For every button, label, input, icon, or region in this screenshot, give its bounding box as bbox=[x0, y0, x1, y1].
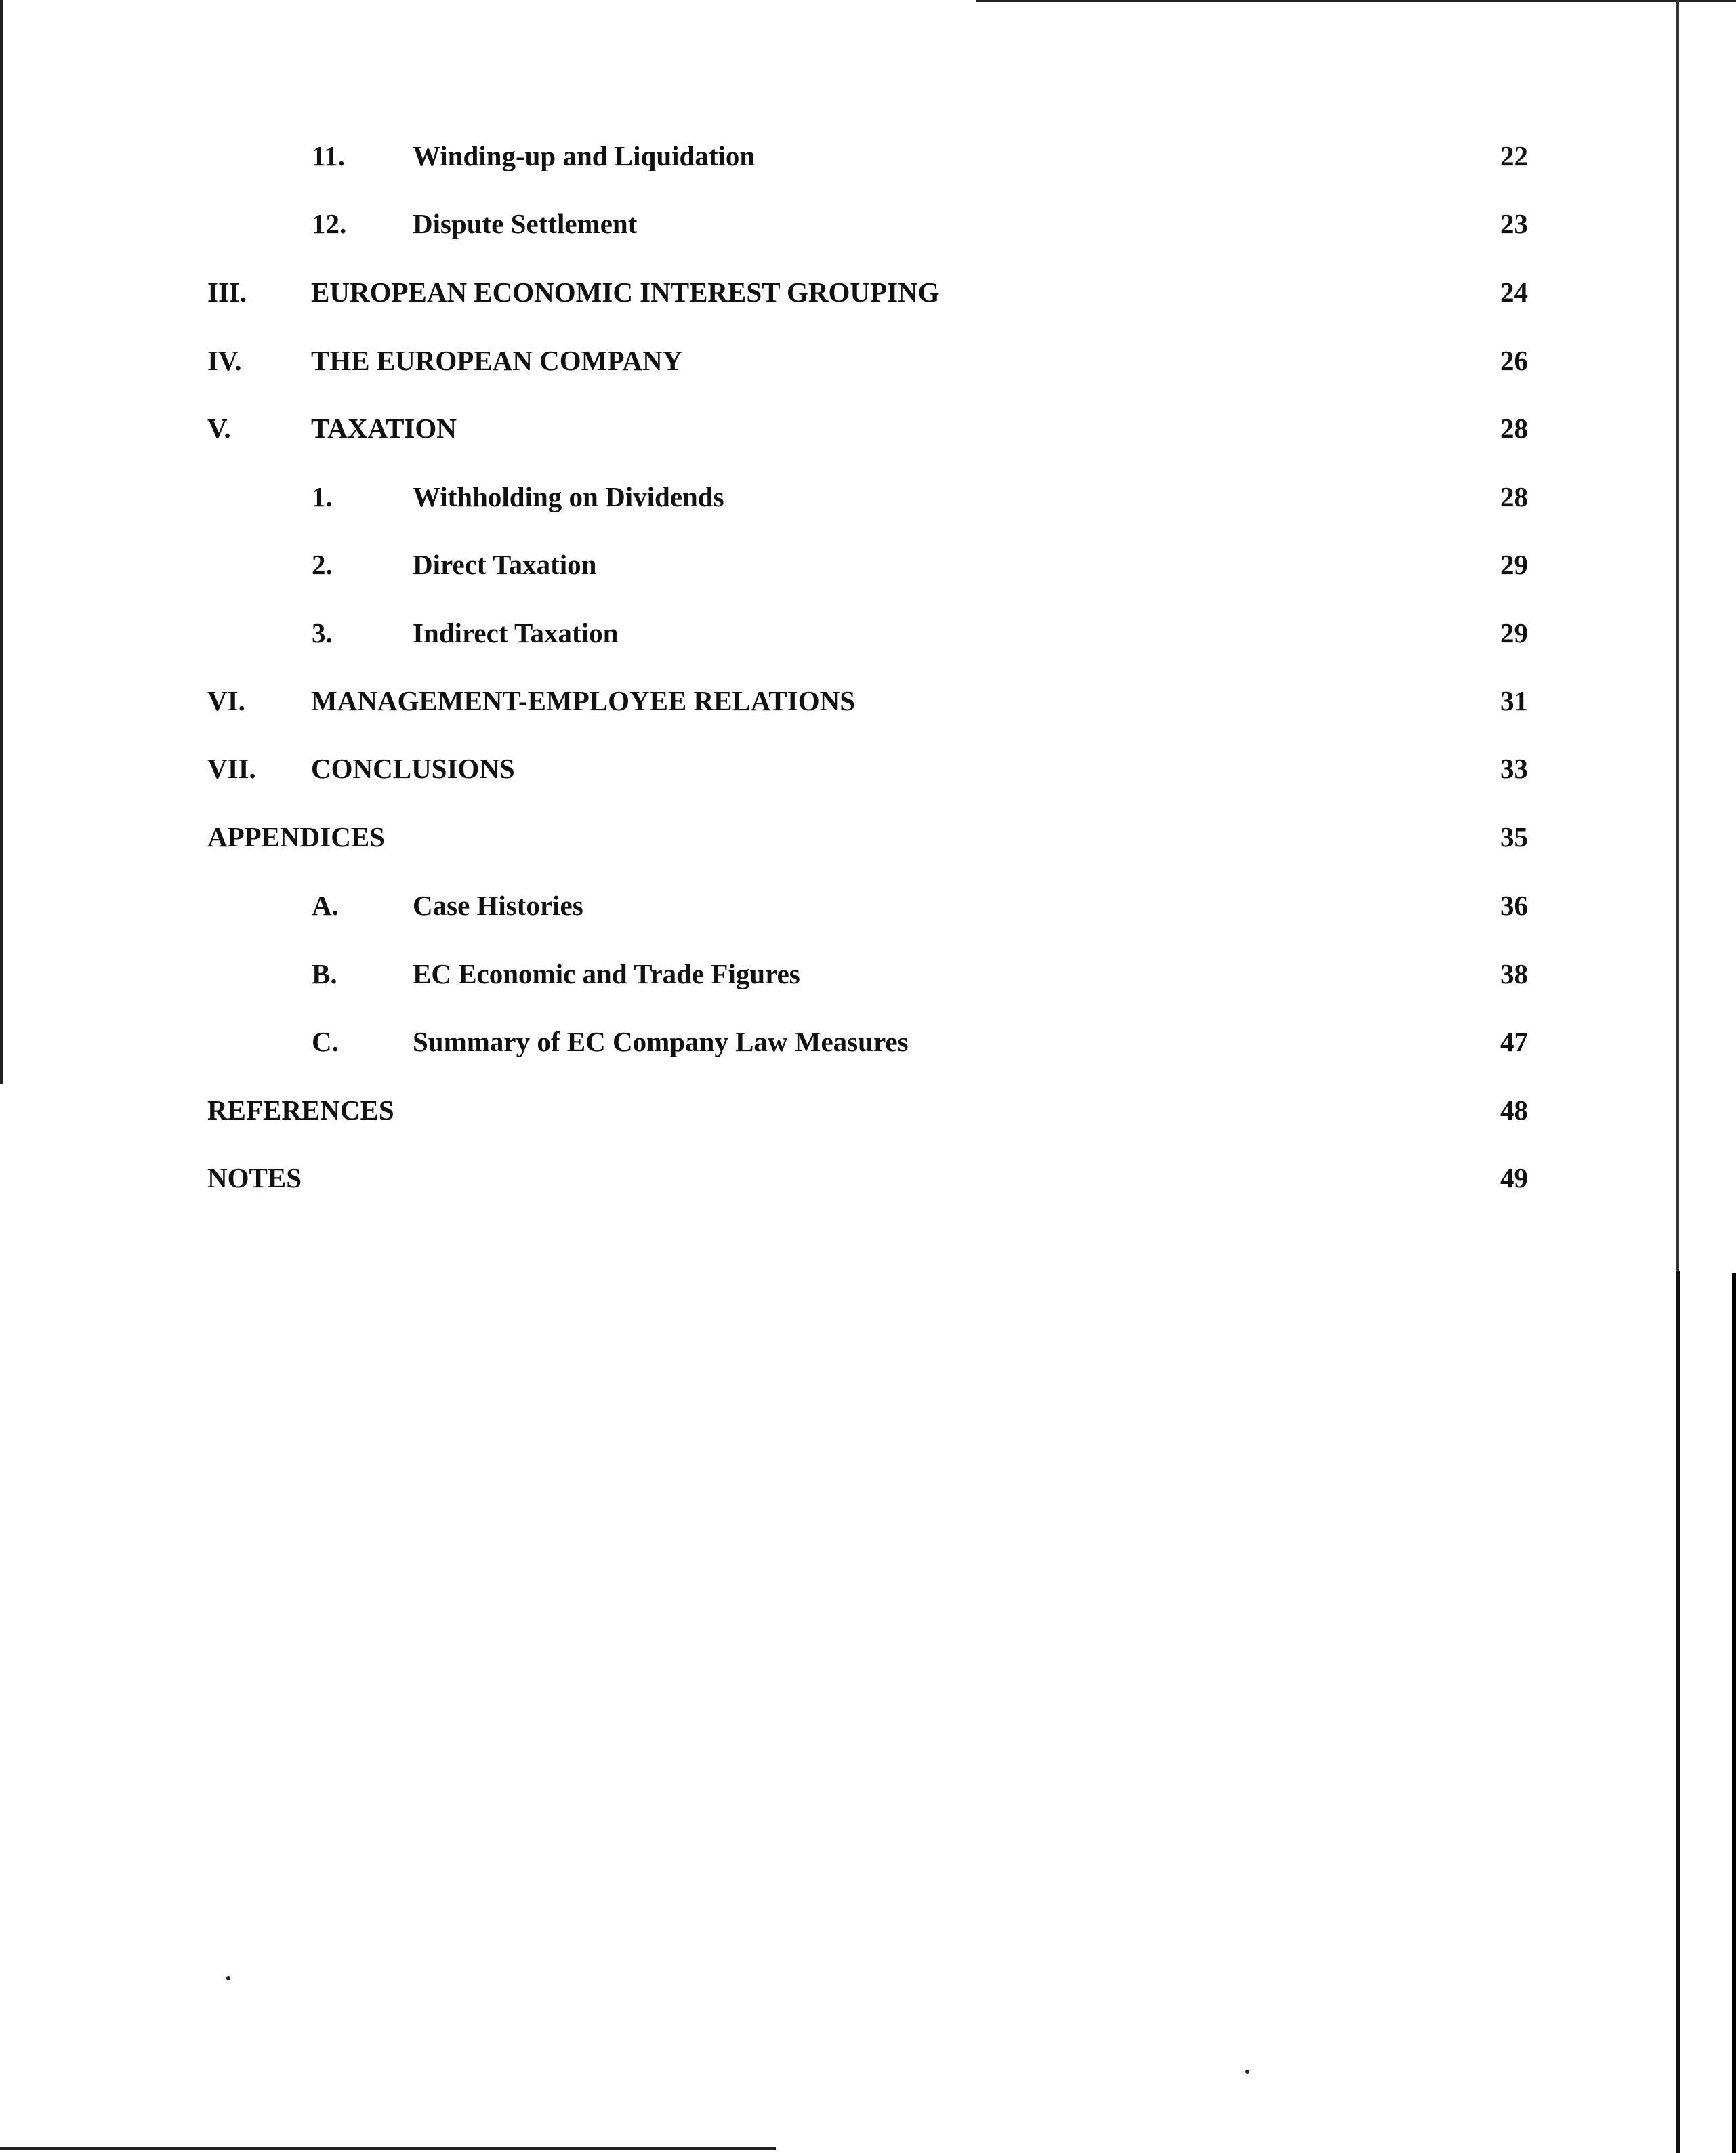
toc-entry-number: VII. bbox=[207, 753, 256, 784]
toc-entry-withholding bbox=[0, 476, 1736, 517]
toc-entry-page: 49 bbox=[1500, 1162, 1528, 1193]
toc-entry-page: 28 bbox=[1500, 413, 1528, 444]
toc-entry-title: Withholding on Dividends bbox=[413, 481, 724, 512]
toc-entry-title: Summary of EC Company Law Measures bbox=[413, 1026, 909, 1057]
toc-entry-title: EC Economic and Trade Figures bbox=[413, 958, 800, 989]
toc-entry-title: THE EUROPEAN COMPANY bbox=[311, 345, 683, 376]
toc-entry-winding-up bbox=[0, 136, 1736, 176]
toc-entry-page: 29 bbox=[1500, 617, 1528, 649]
toc-entry-direct-taxation bbox=[0, 544, 1736, 585]
toc-entry-eeig bbox=[0, 272, 1736, 312]
toc-entry-number: IV. bbox=[207, 345, 242, 376]
toc-entry-appendices bbox=[0, 817, 1736, 857]
toc-entry-page: 24 bbox=[1500, 276, 1528, 308]
toc-entry-title: EUROPEAN ECONOMIC INTEREST GROUPING bbox=[311, 276, 940, 308]
toc-entry-page: 36 bbox=[1500, 890, 1528, 921]
toc-entry-number: A. bbox=[312, 890, 339, 921]
toc-entry-number: V. bbox=[207, 413, 231, 444]
toc-entry-number: VI. bbox=[207, 685, 245, 716]
toc-entry-page: 48 bbox=[1500, 1094, 1528, 1126]
toc-entry-number: C. bbox=[312, 1026, 339, 1057]
toc-entry-page: 38 bbox=[1500, 958, 1528, 989]
toc-entry-trade-figures bbox=[0, 954, 1736, 994]
toc-entry-number: 2. bbox=[312, 549, 333, 580]
toc-entry-references bbox=[0, 1090, 1736, 1130]
toc-entry-title: Winding-up and Liquidation bbox=[413, 140, 756, 171]
toc-entry-title: TAXATION bbox=[311, 413, 457, 444]
scan-edge-bottom bbox=[0, 2147, 776, 2150]
toc-entry-page: 31 bbox=[1500, 685, 1528, 716]
toc-entry-page: 29 bbox=[1500, 549, 1528, 580]
toc-entry-number: 11. bbox=[312, 140, 345, 171]
toc-entry-page: 26 bbox=[1500, 345, 1528, 376]
toc-entry-number: 3. bbox=[312, 617, 333, 649]
toc-entry-title: MANAGEMENT-EMPLOYEE RELATIONS bbox=[311, 685, 856, 716]
toc-entry-number: B. bbox=[312, 958, 337, 989]
toc-entry-page: 33 bbox=[1500, 753, 1528, 784]
toc-entry-number: III. bbox=[207, 276, 247, 308]
toc-entry-title: Direct Taxation bbox=[413, 549, 597, 580]
toc-entry-dispute-settlement bbox=[0, 203, 1736, 244]
toc-entry-european-company bbox=[0, 340, 1736, 381]
toc-entry-title: NOTES bbox=[207, 1162, 302, 1193]
toc-entry-title: APPENDICES bbox=[207, 821, 385, 853]
toc-entry-title: Dispute Settlement bbox=[413, 208, 638, 239]
toc-entry-page: 35 bbox=[1500, 821, 1528, 853]
toc-entry-title: Case Histories bbox=[413, 890, 583, 921]
toc-entry-title: REFERENCES bbox=[207, 1094, 394, 1126]
scan-speck bbox=[226, 1976, 230, 1980]
toc-entry-title: Indirect Taxation bbox=[413, 617, 619, 649]
toc-entry-number: 12. bbox=[312, 208, 347, 239]
scan-edge-right-inner bbox=[1732, 1273, 1736, 2153]
toc-entry-page: 47 bbox=[1500, 1026, 1528, 1057]
toc-entry-company-law-summary bbox=[0, 1021, 1736, 1062]
scan-speck bbox=[1245, 2070, 1249, 2074]
toc-entry-page: 28 bbox=[1500, 481, 1528, 512]
toc-entry-page: 22 bbox=[1500, 140, 1528, 171]
toc-entry-taxation bbox=[0, 408, 1736, 449]
toc-entry-conclusions bbox=[0, 748, 1736, 789]
toc-entry-management-employee bbox=[0, 680, 1736, 721]
toc-entry-indirect-taxation bbox=[0, 613, 1736, 653]
toc-entry-notes bbox=[0, 1157, 1736, 1198]
toc-entry-number: 1. bbox=[312, 481, 333, 512]
scan-edge-right-lower bbox=[1676, 1271, 1680, 2153]
toc-entry-case-histories bbox=[0, 885, 1736, 926]
scan-edge-top bbox=[976, 0, 1736, 2]
toc-entry-title: CONCLUSIONS bbox=[311, 753, 515, 784]
toc-entry-page: 23 bbox=[1500, 208, 1528, 239]
